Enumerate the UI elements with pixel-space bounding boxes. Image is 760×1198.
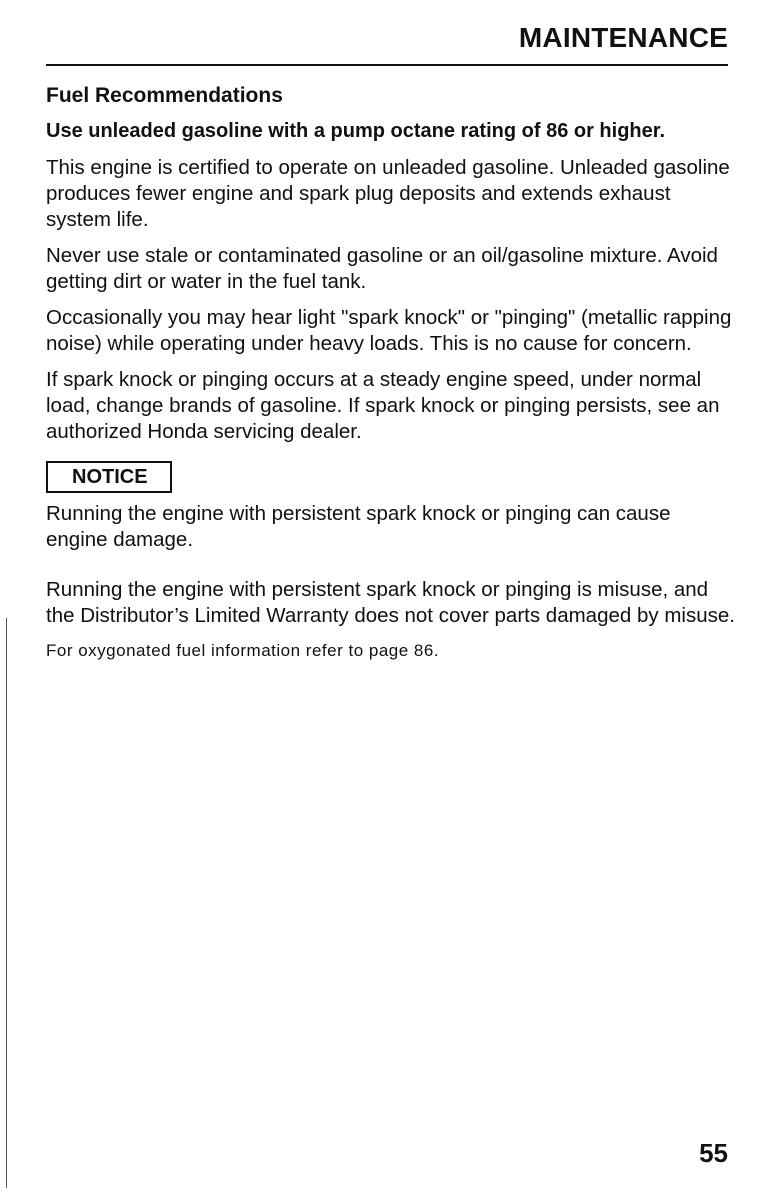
- header-divider: [46, 64, 728, 66]
- lead-statement: Use unleaded gasoline with a pump octane rating of 86 or higher.: [46, 120, 665, 142]
- page-edge-line: [6, 618, 7, 1188]
- page-header-title: MAINTENANCE: [518, 22, 728, 53]
- notice-text: Running the engine with persistent spark knock or pinging can cause engine damage.: [46, 502, 671, 551]
- page-number: 55: [699, 1138, 728, 1168]
- paragraph-pinging-action: If spark knock or pinging occurs at a steady engine speed, under normal load, change brands of gasoline. If spark knock or pinging persists, see an authorized Honda servicing dealer.: [46, 368, 720, 443]
- paragraph-certification: This engine is certified to operate on unleaded gasoline. Unleaded gasoline produces fewer engine and spark plug deposits and extends exhaust system life.: [46, 156, 730, 231]
- paragraph-spark-knock: Occasionally you may hear light "spark knock" or "pinging" (metallic rapping noise) while operating under heavy loads. This is no cause for concern.: [46, 306, 732, 355]
- section-title: Fuel Recommendations: [46, 84, 283, 107]
- notice-label: NOTICE: [46, 461, 172, 493]
- main-content: [46, 82, 736, 663]
- paragraph-stale-fuel: Never use stale or contaminated gasoline or an oil/gasoline mixture. Avoid getting dirt or water in the fuel tank.: [46, 244, 718, 293]
- warranty-text: Running the engine with persistent spark knock or pinging is misuse, and the Distributor’s Limited Warranty does not cover parts damaged by misuse.: [46, 578, 735, 627]
- reference-note: For oxygonated fuel information refer to page 86.: [46, 641, 440, 660]
